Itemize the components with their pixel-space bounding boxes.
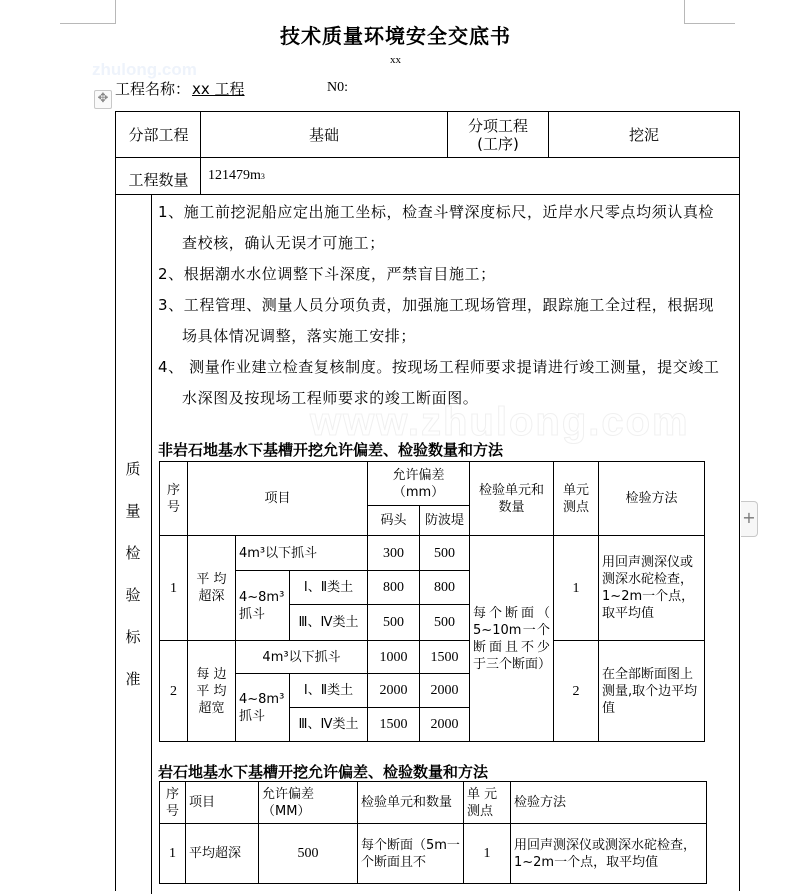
instruction-paragraph: 1、施工前挖泥船应定出施工坐标，检查斗臂深度标尺，近岸水尺零点均须认真检	[158, 203, 715, 221]
table-row: 1 平均超深 500 每个断面（5m一个断面且不 1 用回声测深仪或测深水砣检查，1~2m一个点，取平均值	[160, 824, 707, 884]
t2-header-points: 单 元测点	[464, 782, 511, 824]
side-label-char: 质	[125, 460, 141, 478]
instruction-paragraph: 水深图及按现场工程师要求的竣工断面图。	[182, 389, 479, 407]
t2-header-method: 检验方法	[511, 782, 707, 824]
t2-header-seq: 序号	[160, 782, 186, 824]
table2	[159, 781, 707, 884]
instruction-paragraph: 场具体情况调整，落实施工安排；	[182, 327, 417, 345]
t1-unit-qty-value: 每个断面（ 5~10m一个断面且不少于三个断面）	[470, 536, 554, 742]
project-name-line	[115, 78, 245, 99]
subitem-value: 挖泥	[628, 126, 659, 144]
side-label-char: 验	[125, 586, 141, 604]
table-row: 4~8m³ 抓斗 Ⅰ、Ⅱ类土 800 800	[160, 571, 705, 605]
t1-header-points: 单元测点	[554, 462, 599, 536]
t1-header-method: 检验方法	[599, 462, 705, 536]
t1-header-item: 项目	[188, 462, 368, 536]
quantity-value: 121479m 3	[208, 168, 265, 183]
quantity-label: 工程数量	[128, 170, 189, 189]
table-row: 2 每 边 平 均 超宽 4m³以下抓斗 1000 1500 2 在全部断面图上测量,取个边平均值	[160, 641, 705, 674]
table-move-handle-icon[interactable]: ✥	[94, 90, 112, 109]
document-title: 技术质量环境安全交底书	[280, 24, 511, 48]
division-label: 分部工程	[128, 126, 189, 144]
side-label-char: 标	[125, 628, 141, 646]
instruction-paragraph: 3、工程管理、测量人员分项负责，加强施工现场管理，跟踪施工全过程，根据现	[158, 296, 715, 314]
table-row: 1 平 均 超深 4m³以下抓斗 300 500 每个断面（ 5~10m一个断面且不少于三个断面） 1 用回声测深仪或测深水砣检查，1~2m一个点，取平均值	[160, 536, 705, 571]
instruction-paragraph: 2、根据潮水水位调整下斗深度，严禁盲目施工；	[158, 265, 496, 283]
t1-header-unit-qty: 检验单元和数量	[470, 462, 554, 536]
table1	[159, 461, 705, 742]
t2-header-tolerance: 允许偏差（MM）	[259, 782, 358, 824]
subitem-label: 分项工程 (工序)	[467, 116, 528, 153]
t1-header-wharf: 码头	[368, 506, 420, 536]
t2-header-item: 项目	[186, 782, 259, 824]
division-value: 基础	[308, 126, 339, 144]
document-subtitle: xx	[390, 54, 401, 66]
t1-header-seq: 序号	[160, 462, 188, 536]
watermark-mid: www.zhulong.com	[310, 400, 690, 444]
t1-header-breakwater: 防波堤	[420, 506, 470, 536]
t2-header-unit-qty: 检验单元和数量	[358, 782, 464, 824]
table-row: Ⅲ、Ⅳ类土 500 500	[160, 605, 705, 641]
project-name-value: xx 工程	[192, 80, 245, 98]
side-label-char: 检	[125, 544, 141, 562]
table2-title: 岩石地基水下基槽开挖允许偏差、检验数量和方法	[158, 763, 489, 781]
instruction-paragraph: 查校核，确认无误才可施工；	[182, 234, 385, 252]
project-name-label: 工程名称：	[115, 80, 191, 98]
side-label-char: 准	[125, 670, 141, 688]
table-row: 4~8m³ 抓斗 Ⅰ、Ⅱ类土 2000 2000	[160, 674, 705, 708]
add-column-plus-icon[interactable]: +	[741, 501, 758, 537]
table1-title: 非岩石地基水下基槽开挖允许偏差、检验数量和方法	[158, 441, 504, 459]
document-number-label: N0:	[327, 80, 348, 95]
side-label-char: 量	[125, 502, 141, 520]
t1-header-tolerance: 允许偏差 （mm）	[368, 462, 470, 506]
table-row: Ⅲ、Ⅳ类土 1500 2000	[160, 708, 705, 742]
watermark-top: zhulong.com	[92, 60, 197, 79]
instruction-paragraph: 4、 测量作业建立检查复核制度。按现场工程师要求提请进行竣工测量，提交竣工	[158, 358, 720, 376]
